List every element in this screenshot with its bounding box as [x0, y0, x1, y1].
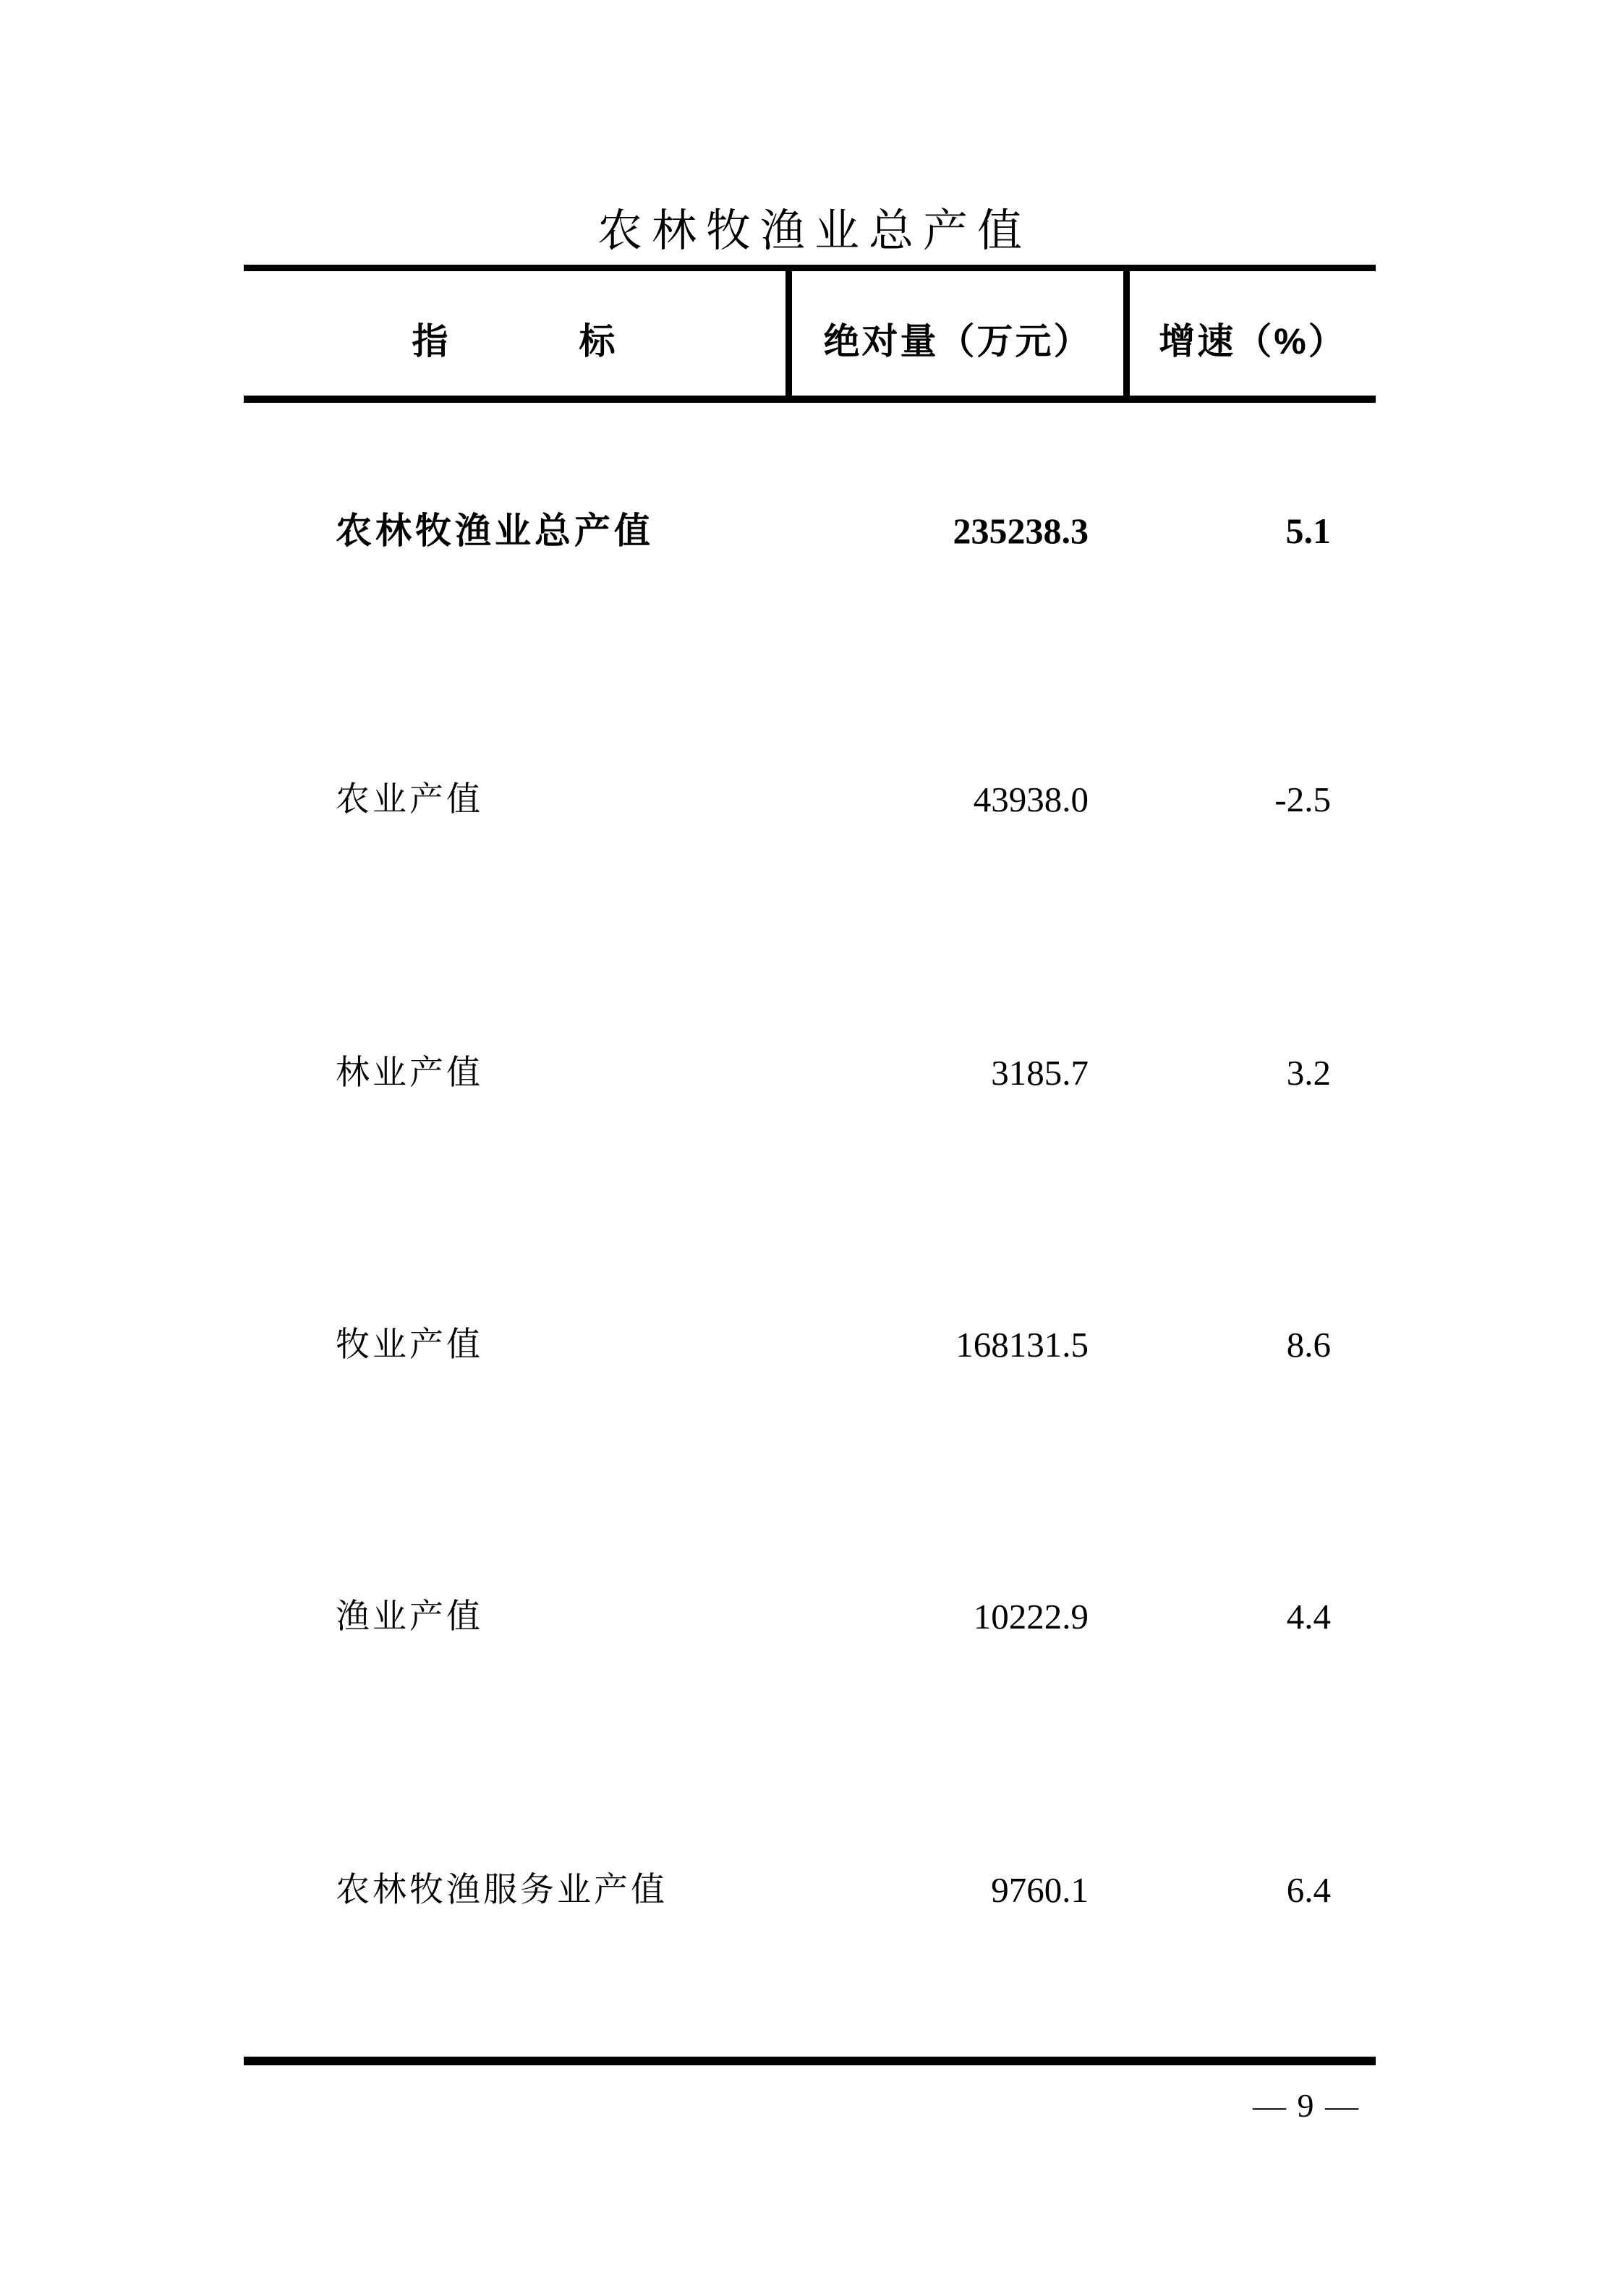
row-growth-value: 8.6: [1286, 1325, 1331, 1365]
row-indicator: 农业产值: [336, 781, 483, 819]
row-indicator: 渔业产值: [336, 1598, 483, 1636]
header-cell-absolute: 绝对量（万元）: [785, 271, 1123, 396]
header-cell-indicator: [244, 271, 785, 396]
row-absolute-value: 10222.9: [973, 1597, 1089, 1636]
header-indicator-char-2: 标: [579, 321, 618, 362]
page-number: — 9 —: [1253, 2087, 1360, 2124]
row-indicator: 林业产值: [336, 1054, 483, 1092]
row-absolute-value: 9760.1: [991, 1870, 1089, 1910]
table-bottom-rule: [244, 2057, 1376, 2065]
table-row-fishery: [0, 1592, 1618, 1642]
row-indicator: 牧业产值: [336, 1326, 483, 1364]
row-growth-value: -2.5: [1274, 780, 1331, 819]
row-growth-value: 5.1: [1285, 511, 1331, 551]
page-title: 农林牧渔业总产值: [597, 207, 1031, 256]
row-absolute-value: 235238.3: [953, 511, 1089, 551]
row-growth-value: 4.4: [1286, 1597, 1331, 1636]
header-indicator-char-1: 指: [412, 321, 451, 362]
row-absolute-value: 43938.0: [973, 780, 1089, 819]
row-indicator: 农林牧渔服务业产值: [336, 1872, 668, 1909]
row-growth-value: 6.4: [1286, 1870, 1331, 1910]
table-row-services: [0, 1865, 1618, 1916]
row-absolute-value: 3185.7: [991, 1053, 1089, 1093]
header-indicator-label: [412, 312, 618, 364]
header-cell-growth: 增速（%）: [1123, 271, 1376, 396]
table-row-total: [0, 505, 1618, 556]
table-header-row: [244, 265, 1376, 403]
row-absolute-value: 168131.5: [955, 1325, 1089, 1365]
row-indicator: 农林牧渔业总产值: [336, 511, 654, 551]
table-row-forestry: [0, 1048, 1618, 1098]
row-growth-value: 3.2: [1286, 1053, 1331, 1093]
table-row-animal-husbandry: [0, 1320, 1618, 1370]
table-row-agriculture: [0, 774, 1618, 825]
